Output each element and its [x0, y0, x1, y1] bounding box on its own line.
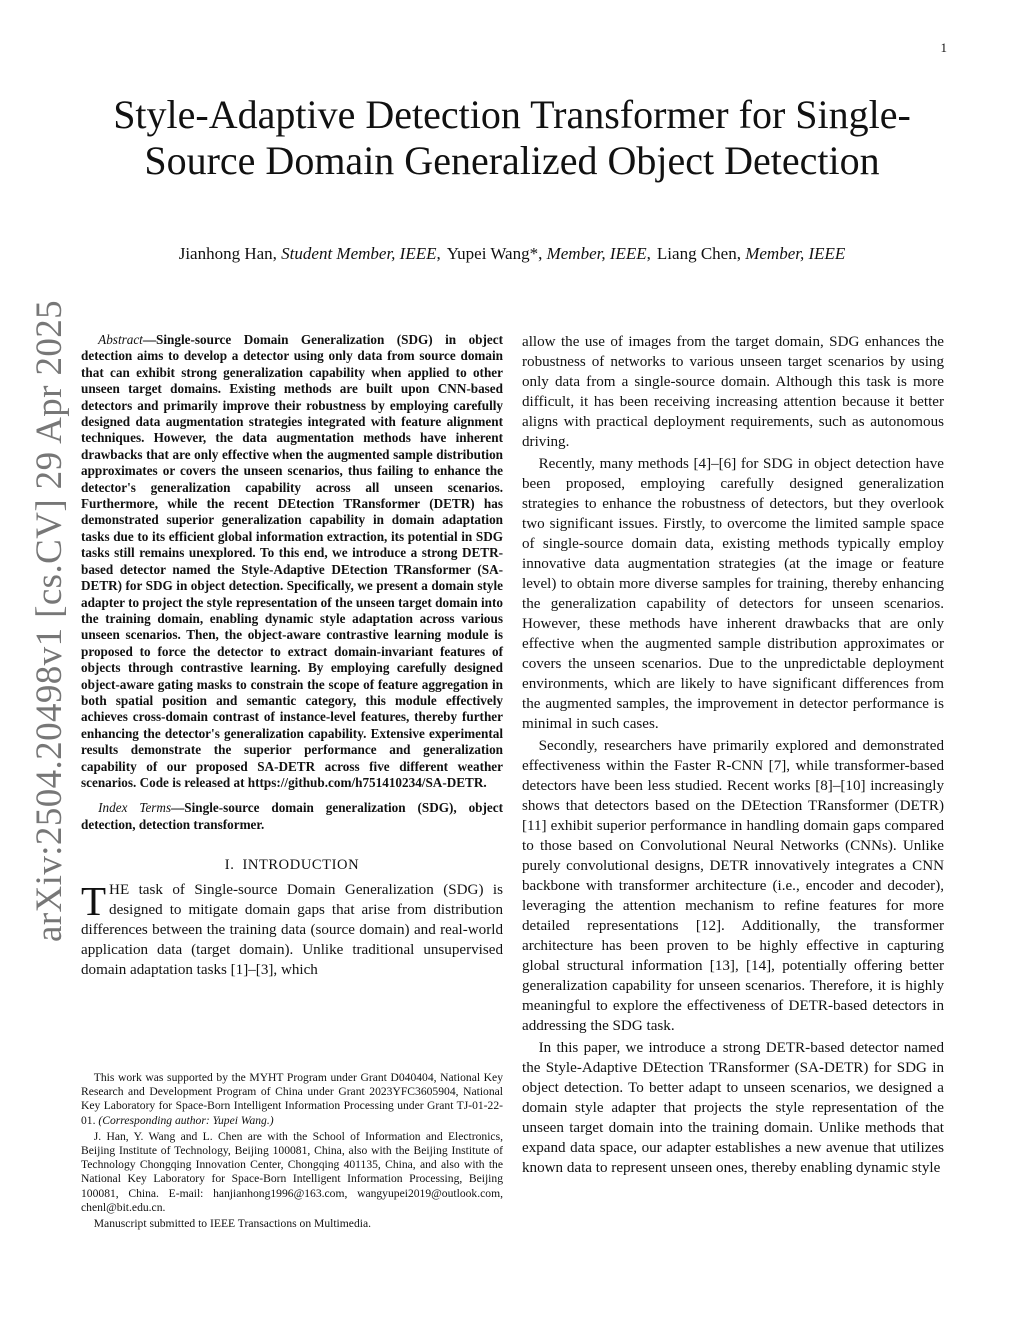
paragraph: Recently, many methods [4]–[6] for SDG in object detection have been proposed, employing carefully designed generalization strategies to enhance the robustness of detectors, but they overlook two significant issues. Firstly, to overcome the limited sample space of single-source domain data, existing methods typically employ innovative data augmentation strategies (at the image or feature level) to obtain more diverse samples for training, thereby enhancing the generalization capability of detectors for unseen scenarios. However, these methods have inherent drawbacks that are only effective when the augmented sample distribution approximates or covers the unseen scenarios. Due to the unpredictable deployment environments, which are likely to have significant differences from the augmented samples, the improvement in detector performance is minimal in such cases. — [522, 456, 944, 732]
author-role: Member, IEEE — [546, 244, 647, 263]
author-list: Jianhong Han, Student Member, IEEE, Yupei Wang*, Member, IEEE, Liang Chen, Member, IEEE — [178, 244, 846, 263]
paper-title: Style-Adaptive Detection Transformer for Single-Source Domain Generalized Object Detection — [113, 92, 911, 183]
author-name: Yupei Wang* — [446, 244, 539, 263]
footnote-submission: Manuscript submitted to IEEE Transactions on Multimedia. — [93, 1217, 372, 1231]
page-number: 1 — [940, 40, 947, 55]
paragraph: In this paper, we introduce a strong DETR-based detector named the Style-Adaptive DEtection TRansformer (SA-DETR) for SDG in object detection. To better adapt to unseen scenarios, we designed a domain style adapter that projects the style representation of the unseen target domain into the training domain. Unlike methods that expand data space, our adapter establishes a new avenue that utilizes known data to represent unseen ones, thereby enabling dynamic style — [522, 1040, 944, 1176]
index-terms-lead: Index Terms — [98, 800, 172, 816]
section-title: INTRODUCTION — [242, 857, 360, 874]
paragraph: Secondly, researchers have primarily explored and demonstrated effectiveness within the Faster R-CNN [7], while transformer-based detectors have been less studied. Recent works [8]–[10] increasingly shows that detectors based on the DEtection TRansformer (DETR) [11] exhibit superior performance in handling domain gaps compared to those based on Convolutional Neural Networks (CNNs). Unlike purely convolutional designs, DETR innovatively integrates a CNN backbone with transformer architecture (i.e., encoder and decoder), leveraging the attention mechanism to refine features for more detailed representations [12]. Additionally, the transformer architecture has been proven to be highly effective in capturing global structural information [13], [14], potentially offering better generalization capability for unseen scenarios. Therefore, it is highly meaningful to explore the effectiveness of DETR-based detectors in addressing the SDG task. — [522, 738, 944, 1034]
left-column — [81, 332, 503, 980]
paragraph: allow the use of images from the target domain, SDG enhances the robustness of networks to various unseen target scenarios by using only data from a single-source domain. Although this task is more difficult, it has been receiving increasing attention because it better aligns with practical deployment requirements, such as autonomous driving. — [522, 334, 944, 450]
abstract-text: —Single-source Domain Generalization (SDG) in object detection aims to develop a detector using only data from source domain that can exhibit strong generalization capability when applied to other unseen target domains. Existing methods are built upon CNN-based detectors and primarily improve their robustness by employing carefully designed data augmentation strategies integrated with feature alignment techniques. However, the data augmentation methods have inherent drawbacks that are only effective when the augmented sample distribution approximates or covers the unseen scenarios, thus failing to enhance the detector's generalization capability across all unseen scenarios. Furthermore, while the recent DEtection TRansformer (DETR) has demonstrated superior generalization capability in domain adaptation tasks due to its efficient global information extraction, its potential in SDG tasks still remains unexplored. To this end, we introduce a strong DETR-based detector named the Style-Adaptive DEtection TRansformer (SA-DETR) for SDG in object detection. Specifically, we present a domain style adapter to project the style representation of the unseen target domain into the training domain, enabling dynamic style adaptation across various unseen scenarios. Then, the object-aware contrastive learning module is proposed to force the detector to extract domain-invariant features of objects through contrastive learning. By employing carefully designed object-aware gating masks to constrain the scope of feature aggregation in both spatial position and semantic category, this module effectively achieves cross-domain contrast of instance-level features, thereby further enhancing the detector's generalization capability. Extensive experimental results demonstrate the superior performance and generalization capability of our proposed SA-DETR across five different weather scenarios. Code is released at https://github.com/h751410234/SA-DETR. — [81, 332, 503, 790]
intro-paragraph — [81, 880, 503, 980]
intro-text: HE task of Single-source Domain Generalization (SDG) is designed to mitigate domain gaps that arise from distribution differences between the training data (source domain) and real-world application data (target domain). Unlike traditional unsupervised domain adaptation tasks [1]–[3], which — [81, 882, 503, 979]
footnotes — [81, 1071, 503, 1233]
corresponding-author: (Corresponding author: Yupei Wang.) — [98, 1113, 274, 1127]
abstract-lead: Abstract — [98, 332, 143, 347]
dropcap: T — [81, 878, 107, 925]
abstract — [81, 332, 503, 791]
author-name: Liang Chen — [656, 244, 737, 263]
arxiv-identifier[interactable]: arXiv:2504.20498v1 [cs.CV] 29 Apr 2025 — [29, 299, 70, 942]
index-terms — [81, 800, 503, 833]
author-role: Student Member, IEEE — [281, 244, 437, 263]
funding-text: This work was supported by the MYHT Program under Grant D040404, National Key Research and Development Program of China under Grant 2023YFC3605904, National Key Laboratory for Space-Born Intelligent Information Processing under Grant TJ-01-22-01. — [81, 1071, 503, 1127]
index-terms-text: —Single-source domain generalization (SDG), object detection, detection transformer. — [81, 800, 503, 832]
section-heading — [81, 857, 503, 874]
footnote-funding — [81, 1071, 503, 1128]
footnote-affiliation: J. Han, Y. Wang and L. Chen are with the School of Information and Electronics, Beijing Institute of Technology, Beijing 100081, China, also with the Beijing Institute of Technology Chongqing Innovation Center, Chongqing 401135, China, and also with the National Key Laboratory for Space-Born Intelligent Information Processing, Beijing 100081, China. E-mail: hanjianhong1996@163.com, wangyupei2019@outlook.com, chenl@bit.edu.cn. — [81, 1129, 503, 1214]
section-number: I. — [224, 857, 235, 874]
right-column — [522, 332, 944, 1178]
author-name: Jianhong Han — [178, 244, 273, 263]
author-role: Member, IEEE — [745, 244, 846, 263]
